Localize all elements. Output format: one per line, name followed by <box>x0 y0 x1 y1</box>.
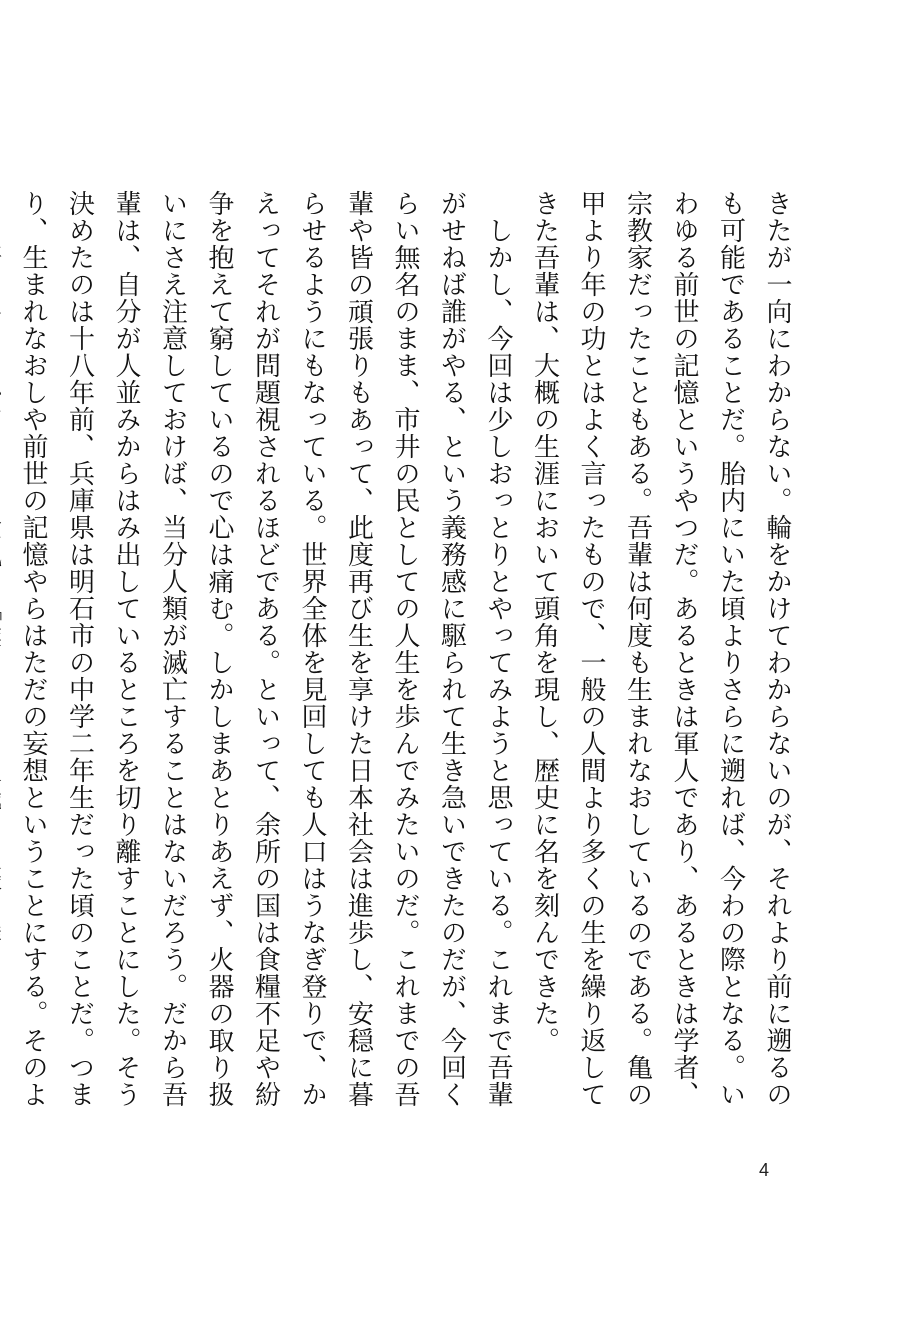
paragraph-1: きたが一向にわからない。輪をかけてわからないのが、それより前に遡るのも可能であることだ。胎内にいた頃よりさらに遡れば、今わの際となる。いわゆる前世の記憶というやつだ。あるときは軍人であり、あるときは学者、宗教家だったこともある。吾輩は何度も生まれなおしているのである。亀の甲より年の功とはよく言ったもので、一般の人間より多くの生を繰り返してきた吾輩は、大概の生涯において頭角を現し、歴史に名を刻んできた。 <box>529 190 792 1108</box>
paragraph-2: しかし、今回は少しおっとりとやってみようと思っている。これまで吾輩がせねば誰がやる、という義務感に駆られて生き急いできたのだが、今回くらい無名のまま、市井の民としての人生を歩んでみたいのだ。これまでの吾輩や皆の頑張りもあって、此度再び生を享けた日本社会は進歩し、安穏に暮らせるようにもなっている。世界全体を見回しても人口はうなぎ登りで、かえってそれが問題視されるほどである。といって、余所の国は食糧不足や紛争を抱えて窮しているので心は痛む。しかしまあとりあえず、火器の取り扱いにさえ注意しておけば、当分人類が滅亡することはないだろう。だから吾輩は、自分が人並みからはみ出しているところを切り離すことにした。そう決めたのは十八年前、兵庫県は明石市の中学二年生だった頃のことだ。つまり、生まれなおしや前世の記憶やらはただの妄想ということにする。そのよ <box>18 190 513 1108</box>
page-number: 4 <box>759 1160 770 1180</box>
vertical-text-body <box>18 190 800 1110</box>
